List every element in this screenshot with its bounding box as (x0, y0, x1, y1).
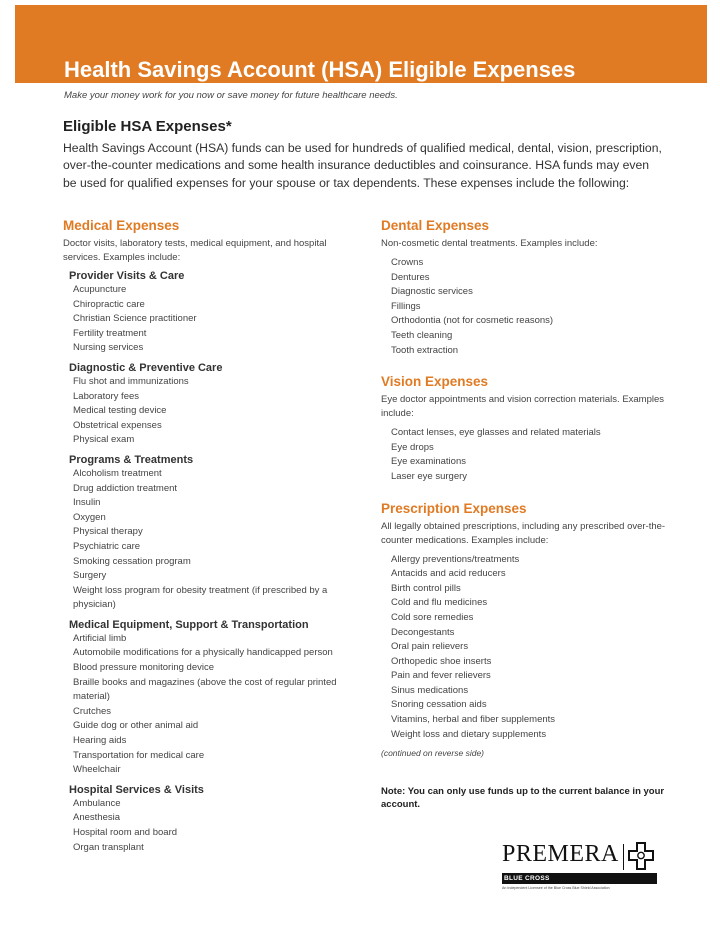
list-item: Hospital room and board (73, 827, 178, 838)
list-item: Sinus medications (391, 684, 469, 696)
list-item: Snoring cessation aids (391, 699, 487, 711)
list-item: Eye examinations (391, 456, 466, 468)
list-item: Oxygen (73, 511, 106, 523)
list-item: Chiropractic care (73, 298, 145, 310)
medical-groups (63, 270, 353, 855)
logo-fine-print: An Independent Licensee of the Blue Cross Blue Shield Association (502, 886, 610, 890)
premera-logo (502, 838, 662, 896)
list-item: Crutches (73, 705, 112, 717)
medical-description: Doctor visits, laboratory tests, medical equipment, and hospital services. Examples include: (63, 238, 327, 263)
list-item: Smoking cessation program (73, 555, 191, 567)
list-item: Antacids and acid reducers (391, 568, 506, 580)
list-item: Flu shot and immunizations (73, 375, 189, 387)
right-column (381, 218, 681, 758)
list-item: Dentures (391, 271, 430, 283)
list-item: Crowns (391, 257, 424, 268)
blue-cross-icon (628, 842, 654, 870)
list-item: Allergy preventions/treatments (391, 553, 520, 565)
vision-description: Eye doctor appointments and vision correction materials. Examples include: (381, 394, 665, 420)
medical-subgroup-heading: Programs & Treatments (69, 453, 194, 466)
list-item: Orthodontia (not for cosmetic reasons) (391, 315, 554, 327)
list-item: Alcoholism treatment (73, 467, 162, 479)
vision-heading: Vision Expenses (381, 374, 489, 390)
list-item: Physical exam (73, 434, 135, 446)
list-item: Anesthesia (73, 812, 121, 824)
logo-bar: BLUE CROSS (502, 873, 657, 884)
dental-description: Non-cosmetic dental treatments. Examples include: (381, 238, 598, 249)
logo-wordmark: PREMERA (502, 841, 619, 867)
medical-subgroup-list (63, 283, 353, 356)
dental-list (381, 256, 681, 358)
prescription-description: All legally obtained prescriptions, including any prescribed over-the-counter medications. Examples include: (381, 520, 666, 546)
medical-subgroup-list (63, 632, 353, 778)
list-item: Tooth extraction (391, 344, 459, 356)
list-item: Drug addiction treatment (73, 482, 178, 494)
tagline: Make your money work for you now or save money for future healthcare needs. (64, 90, 398, 101)
list-item: Fillings (391, 300, 421, 312)
list-item: Fertility treatment (73, 327, 147, 339)
list-item: Diagnostic services (391, 286, 473, 298)
dental-heading: Dental Expenses (381, 218, 490, 233)
list-item: Hearing aids (73, 735, 127, 747)
list-item: Birth control pills (391, 582, 461, 594)
list-item: Braille books and magazines (above the cost of regular printed material) (73, 676, 337, 703)
list-item: Oral pain relievers (391, 641, 469, 653)
list-item: Psychiatric care (73, 540, 141, 552)
list-item: Medical testing device (73, 405, 167, 417)
medical-subgroup-list (63, 375, 353, 448)
medical-subgroup-heading: Hospital Services & Visits (69, 783, 204, 796)
prescription-heading: Prescription Expenses (381, 500, 527, 516)
list-item: Transportation for medical care (73, 749, 205, 761)
list-item: Eye drops (391, 441, 434, 453)
medical-subgroup-list (63, 797, 353, 855)
vision-list (381, 426, 681, 484)
list-item: Artificial limb (73, 632, 127, 644)
list-item: Decongestants (391, 626, 455, 638)
medical-heading: Medical Expenses (63, 218, 180, 233)
list-item: Cold sore remedies (391, 611, 474, 623)
intro-body: Health Savings Account (HSA) funds can be used for hundreds of qualified medical, dental, vision, prescription, over-the-counter medications and some health insurance deductibles and coinsurance. HSA funds may even be used for qualified expenses for your spouse or tax dependents. These expenses include the following: (63, 141, 662, 190)
list-item: Automobile modifications for a physically handicapped person (73, 647, 333, 659)
list-item: Vitamins, herbal and fiber supplements (391, 714, 556, 726)
list-item: Insulin (73, 497, 101, 509)
list-item: Weight loss and dietary supplements (391, 728, 547, 740)
list-item: Obstetrical expenses (73, 419, 162, 431)
list-item: Contact lenses, eye glasses and related materials (391, 427, 601, 439)
list-item: Cold and flu medicines (391, 597, 488, 609)
list-item: Orthopedic shoe inserts (391, 655, 492, 667)
balance-note: Note: You can only use funds up to the current balance in your account. (381, 786, 665, 810)
medical-column (63, 218, 353, 861)
medical-subgroup-heading: Medical Equipment, Support & Transportation (69, 618, 309, 631)
medical-subgroup-heading: Diagnostic & Preventive Care (69, 361, 223, 374)
list-item: Guide dog or other animal aid (73, 720, 199, 732)
list-item: Acupuncture (73, 284, 127, 295)
list-item: Physical therapy (73, 526, 143, 538)
list-item: Christian Science practitioner (73, 313, 197, 325)
list-item: Nursing services (73, 342, 144, 354)
list-item: Laboratory fees (73, 390, 140, 402)
page-title: Health Savings Account (HSA) Eligible Expenses (64, 57, 576, 82)
prescription-list (381, 553, 681, 743)
list-item: Ambulance (73, 797, 121, 809)
list-item: Weight loss program for obesity treatment (if prescribed by a physician) (73, 584, 328, 611)
list-item: Teeth cleaning (391, 329, 453, 341)
list-item: Wheelchair (73, 764, 121, 776)
list-item: Surgery (73, 570, 107, 582)
logo-separator (623, 844, 624, 870)
intro-heading: Eligible HSA Expenses* (63, 118, 232, 135)
continued-note: (continued on reverse side) (381, 748, 485, 759)
list-item: Pain and fever relievers (391, 670, 491, 682)
list-item: Laser eye surgery (391, 470, 468, 482)
list-item: Blood pressure monitoring device (73, 662, 214, 674)
list-item: Organ transplant (73, 841, 144, 853)
medical-subgroup-heading: Provider Visits & Care (69, 270, 185, 282)
medical-subgroup-list (63, 467, 353, 613)
header-banner (15, 5, 707, 83)
